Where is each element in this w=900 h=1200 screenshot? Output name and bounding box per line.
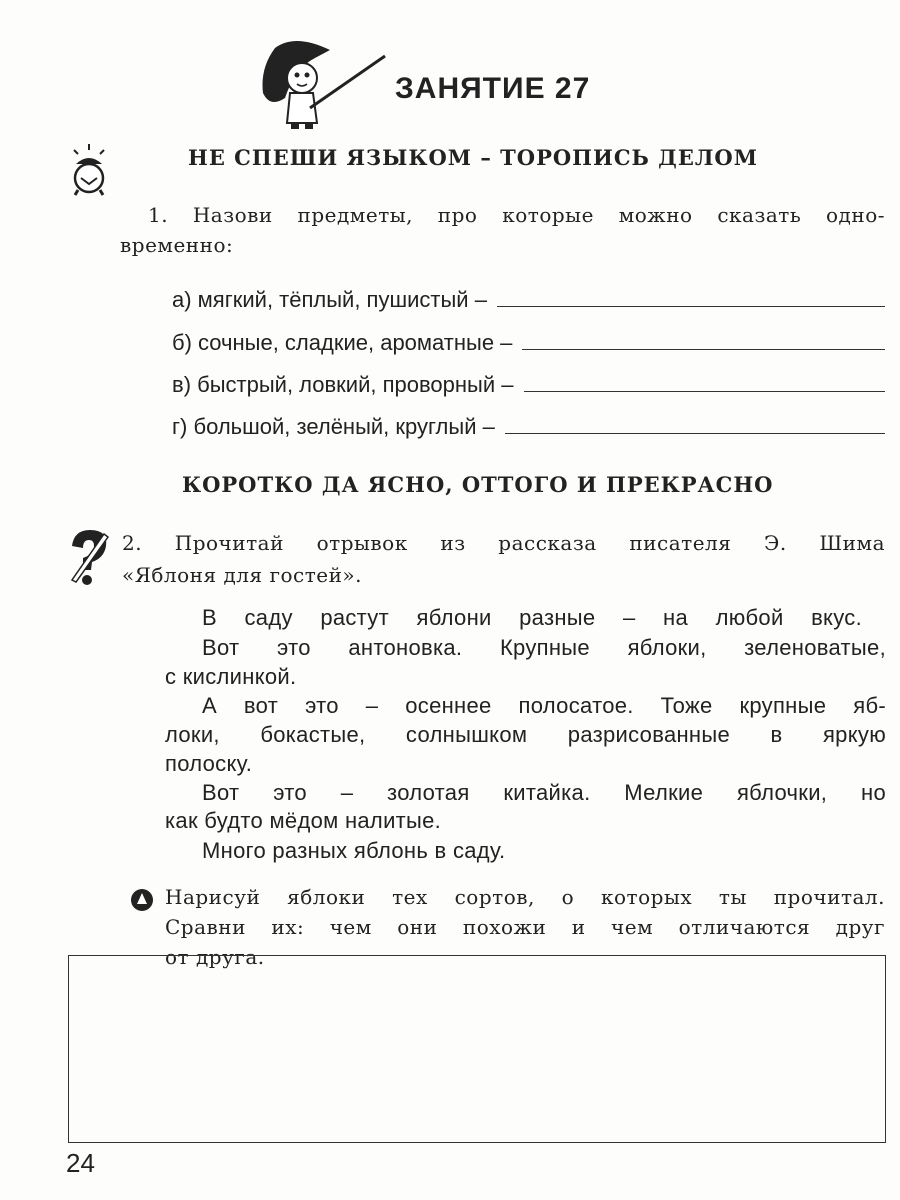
task1-text-line2: временно:	[120, 233, 234, 257]
draw-task-line1: Нарисуй яблоки тех сортов, о которых ты прочитал.	[165, 885, 885, 909]
answer-item-a	[172, 287, 885, 313]
answer-item-v	[172, 372, 885, 398]
answer-line[interactable]	[524, 390, 885, 392]
answer-line[interactable]	[505, 432, 885, 434]
section1-heading: НЕ СПЕШИ ЯЗЫКОМ – ТОРОПИСЬ ДЕЛОМ	[188, 145, 758, 170]
draw-task-line2: Сравни их: чем они похожи и чем отличаются друг	[165, 915, 885, 939]
page-number: 24	[66, 1148, 95, 1178]
item-label: а) мягкий, тёплый, пушистый –	[172, 287, 487, 312]
drawing-area[interactable]	[68, 955, 886, 1143]
lesson-title: ЗАНЯТИЕ 27	[395, 72, 591, 105]
answer-item-g	[172, 414, 885, 440]
passage-line: Вот это антоновка. Крупные яблоки, зеленоватые,	[202, 635, 886, 660]
question-pen-icon	[64, 528, 114, 588]
passage-line: локи, бокастые, солнышком разрисованные в яркую	[165, 722, 886, 747]
teacher-mascot-icon	[255, 38, 390, 133]
item-label: б) сочные, сладкие, ароматные –	[172, 330, 513, 355]
drawing-task-icon	[130, 888, 154, 912]
passage-line: как будто мёдом налитые.	[165, 808, 442, 833]
item-label: г) большой, зелёный, круглый –	[172, 414, 495, 439]
passage-line: с кислинкой.	[165, 664, 297, 689]
answer-line[interactable]	[497, 305, 885, 307]
draw-task-line3: от друга.	[165, 945, 265, 969]
task2-text-line2: «Яблоня для гостей».	[122, 563, 363, 587]
answer-line[interactable]	[522, 348, 885, 350]
section2-heading: КОРОТКО ДА ЯСНО, ОТТОГО И ПРЕКРАСНО	[182, 472, 774, 497]
item-label: в) быстрый, ловкий, проворный –	[172, 372, 514, 397]
task1-text-line1: 1. Назови предметы, про которые можно сказать одно-	[148, 203, 885, 227]
passage-line: Много разных яблонь в саду.	[202, 838, 506, 863]
passage-line: В саду растут яблони разные – на любой вкус.	[202, 605, 862, 630]
answer-item-b	[172, 330, 885, 356]
passage-line: Вот это – золотая китайка. Мелкие яблочки, но	[202, 780, 886, 805]
passage-line: полоску.	[165, 751, 253, 776]
alarm-clock-icon	[66, 142, 112, 198]
passage-line: А вот это – осеннее полосатое. Тоже крупные яб-	[202, 693, 886, 718]
task2-text-line1: 2. Прочитай отрывок из рассказа писателя Э. Шима	[122, 531, 885, 555]
